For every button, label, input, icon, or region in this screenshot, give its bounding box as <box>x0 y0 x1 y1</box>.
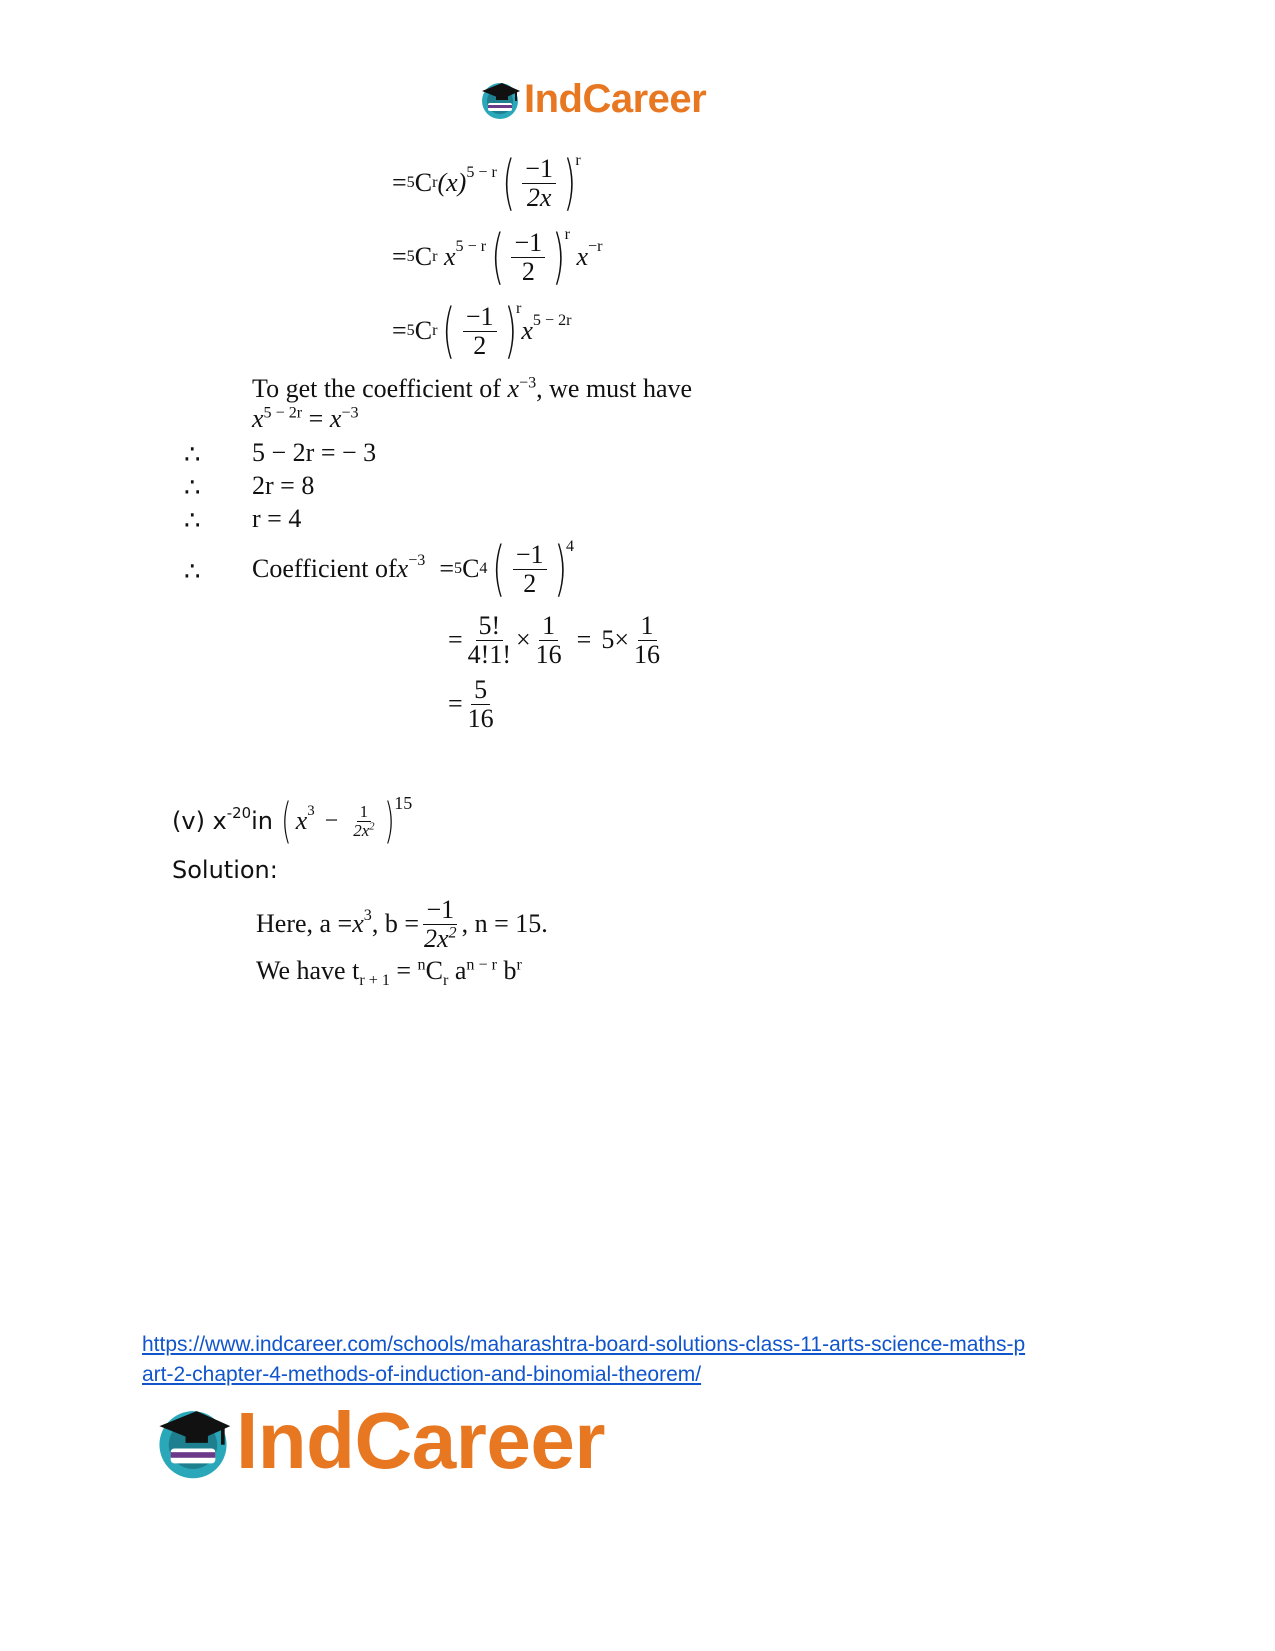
c-symbol: C <box>414 316 433 345</box>
right-paren: ) <box>553 534 567 604</box>
a-term: a <box>448 956 467 985</box>
footer-logo <box>152 1398 605 1484</box>
right-paren: ) <box>383 793 395 849</box>
solution-label: Solution: <box>172 856 278 884</box>
fraction <box>463 303 497 359</box>
times-sign: × <box>516 625 531 654</box>
numerator: 5 <box>471 676 490 704</box>
superscript: n <box>417 956 426 974</box>
graduation-cap-globe-icon <box>478 77 522 121</box>
denominator: 2x <box>526 182 552 212</box>
c-symbol: C <box>414 242 433 271</box>
exponent: −3 <box>341 404 359 422</box>
numerator: 1 <box>357 803 372 822</box>
fraction <box>465 676 497 732</box>
fraction <box>511 229 545 285</box>
exponent: n − r <box>466 956 497 974</box>
x-term: x <box>252 404 264 433</box>
n-value: , n = 15. <box>461 909 548 938</box>
fraction <box>631 612 663 668</box>
x-term: x <box>329 404 342 433</box>
denominator: 2 <box>521 256 535 286</box>
x-term: (x) <box>437 168 467 197</box>
c-symbol: C <box>425 956 443 985</box>
exponent: 5 − 2r <box>263 404 303 422</box>
fraction <box>465 612 514 668</box>
source-link-line-1: https://www.indcareer.com/schools/maharashtra-board-solutions-class-11-arts-science-maths-p <box>142 1333 1026 1356</box>
exponent: 2 <box>448 923 457 941</box>
denominator <box>350 822 377 840</box>
sentence-tail: , we must have <box>536 374 693 403</box>
numerator: −1 <box>513 541 547 569</box>
eq-sign: = <box>392 168 407 197</box>
expansion-line-1: = 5 C r (x) $^{5 - r}$ ( $\frac{-1}{2x}$ ) $^r$ <box>392 148 581 218</box>
numerator: 1 <box>638 612 657 640</box>
coefficient-label: Coefficient of <box>252 554 397 583</box>
calculation-line-1 <box>448 610 665 670</box>
source-link-line-2: art-2-chapter-4-methods-of-induction-and-binomial-theorem/ <box>142 1363 702 1386</box>
expansion-line-2: = 5 C r x $^{5 - r}$ ( $\frac{-1}{2}$ ) $^r$ x $^{-r}$ <box>392 222 603 292</box>
denominator: 2 <box>473 330 487 360</box>
times-sign: × <box>614 625 630 654</box>
source-link[interactable] <box>142 1330 1102 1390</box>
question-v: (v) x $^{-20}$ in ( x $^3$ − $\frac{1}{2x^2}$ ) $^{15}$ <box>172 793 413 849</box>
expansion-line-3: = 5 C r ( $\frac{-1}{2}$ ) $^r$ x $^{5 - 2r}$ <box>392 296 572 366</box>
subscript: r + 1 <box>359 972 390 990</box>
in-word: in <box>251 807 273 835</box>
calculation-line-2 <box>448 674 499 734</box>
denominator: 16 <box>535 639 562 669</box>
x-term: x <box>576 242 588 271</box>
coefficient-sentence <box>252 374 692 404</box>
sentence-text: To get the coefficient of <box>252 374 508 403</box>
coefficient-line: Coefficient of x $^{-3}$ = 5 C 4 ( $\frac{-1}{2}$ ) $^4$ <box>252 534 575 604</box>
exponent: −3 <box>518 374 537 392</box>
x-term: x <box>352 909 364 938</box>
subscript: r <box>442 972 449 990</box>
therefore-symbol: ∴ <box>184 557 201 587</box>
eq-sign: = <box>448 625 463 654</box>
numerator: 5! <box>476 612 504 640</box>
left-paren: ( <box>502 148 516 218</box>
x-term: x <box>443 242 456 271</box>
x-term: x <box>295 806 308 835</box>
fraction <box>513 541 547 597</box>
therefore-symbol: ∴ <box>184 506 201 536</box>
numerator: −1 <box>522 155 556 183</box>
numerator: 1 <box>539 612 558 640</box>
fraction <box>350 803 377 840</box>
b-term: b <box>496 956 517 985</box>
question-label: (v) x <box>172 807 227 835</box>
eq-sign: = <box>302 404 330 433</box>
exponent: r <box>516 956 522 974</box>
numerator: −1 <box>511 229 545 257</box>
eq-sign: = <box>439 554 454 583</box>
footer-brand-name: IndCareer <box>236 1396 605 1485</box>
therefore-symbol: ∴ <box>184 473 201 503</box>
x-term: x <box>521 316 533 345</box>
have-prefix: We have t <box>256 956 360 985</box>
left-paren: ( <box>492 534 506 604</box>
step-2: 2r = 8 <box>252 471 315 500</box>
numerator: −1 <box>463 303 497 331</box>
left-paren: ( <box>281 793 292 849</box>
right-paren: ) <box>552 222 566 292</box>
c-symbol: C <box>414 168 433 197</box>
fraction <box>533 612 565 668</box>
graduation-cap-globe-icon <box>152 1400 234 1482</box>
here-line: Here, a = x $^3$ , b = $\frac{-1}{2x^2}$ , n = 15. <box>256 895 548 953</box>
denominator: 16 <box>634 639 661 669</box>
denominator: 2 <box>523 568 537 598</box>
eq-sign: = <box>392 242 407 271</box>
minus-sign: − <box>324 807 339 834</box>
left-paren: ( <box>442 296 456 366</box>
denominator: 4!1! <box>467 639 511 669</box>
number: 5 <box>601 625 615 654</box>
step-1: 5 − 2r = − 3 <box>252 438 377 467</box>
exponent: 2 <box>369 820 375 832</box>
denominator <box>421 925 460 952</box>
eq-sign: = <box>448 689 463 718</box>
therefore-symbol: ∴ <box>184 440 201 470</box>
power-equation <box>252 404 359 434</box>
x-term: x <box>507 374 519 403</box>
header-logo <box>478 74 706 124</box>
step-3: r = 4 <box>252 504 302 533</box>
general-term-line <box>256 956 522 990</box>
denominator-base: 2x <box>353 820 370 840</box>
numerator: −1 <box>423 896 457 924</box>
eq-sign: = <box>389 956 418 985</box>
header-brand-name: IndCareer <box>524 76 707 121</box>
eq-sign: = <box>392 316 407 345</box>
right-paren: ) <box>503 296 517 366</box>
b-prefix: , b = <box>371 909 419 938</box>
fraction <box>421 896 460 952</box>
here-prefix: Here, a = <box>256 909 353 938</box>
denominator: 16 <box>467 703 494 733</box>
eq-sign: = <box>576 625 592 654</box>
fraction <box>522 155 556 211</box>
x-term: x <box>396 554 409 583</box>
denominator-base: 2x <box>424 923 449 953</box>
right-paren: ) <box>563 148 577 218</box>
left-paren: ( <box>491 222 505 292</box>
c-symbol: C <box>462 554 480 583</box>
